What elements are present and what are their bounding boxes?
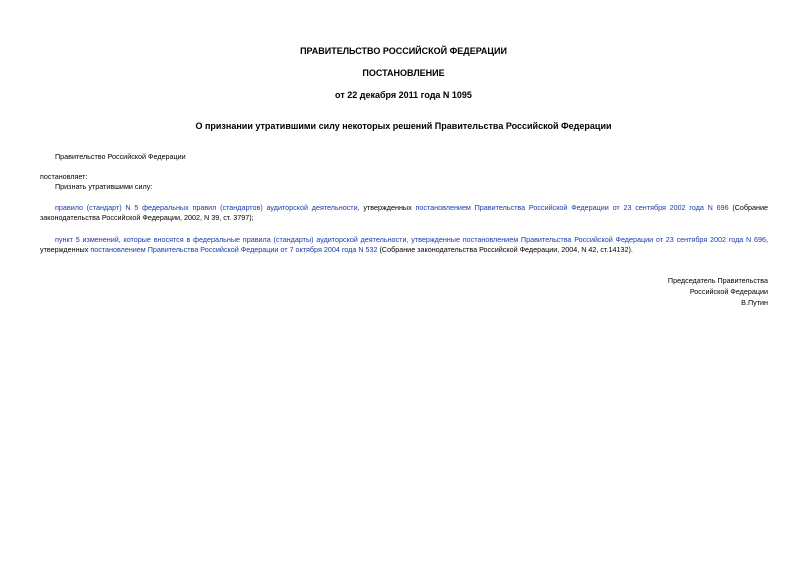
- declare-text: Признать утратившими силу:: [55, 182, 153, 191]
- signature-position-line2: Российской Федерации: [689, 287, 768, 296]
- signature-name: В.Путин: [741, 298, 768, 307]
- intro-text: Правительство Российской Федерации: [55, 152, 186, 161]
- item-1-link-rule[interactable]: правило (стандарт) N 5 федеральных правил (стандартов) аудиторской деятельности,: [55, 203, 360, 212]
- date-number-heading: от 22 декабря 2011 года N 1095: [335, 90, 472, 100]
- item-2-link-clause[interactable]: пункт 5 изменений, которые вносятся в федеральные правила (стандарты) аудиторской деятельности, утвержденные постановлением Правительства Российской Федерации от 23 сентября 2002 года N 696: [55, 235, 766, 244]
- resolves-text: постановляет:: [40, 172, 88, 181]
- item-2-text-source: (Собрание законодательства Российской Федерации, 2004, N 42, ст.14132).: [377, 245, 633, 254]
- item-1-paragraph: [40, 203, 768, 223]
- signature-position-line1: Председатель Правительства: [667, 276, 768, 285]
- document-type-heading: ПОСТАНОВЛЕНИЕ: [362, 68, 445, 78]
- item-1-text-approved: утвержденных: [359, 203, 416, 212]
- item-1-link-resolution[interactable]: постановлением Правительства Российской Федерации от 23 сентября 2002 года N 696: [415, 203, 729, 212]
- item-2-link-resolution[interactable]: постановлением Правительства Российской Федерации от 7 октября 2004 года N 532: [90, 245, 378, 254]
- item-1-text-source: (Собрание законодательства Российской Федерации, 2002, N 39, ст. 3797);: [40, 203, 769, 222]
- government-heading: ПРАВИТЕЛЬСТВО РОССИЙСКОЙ ФЕДЕРАЦИИ: [300, 46, 507, 56]
- item-2-paragraph: [40, 235, 768, 255]
- document-title: О признании утратившими силу некоторых решений Правительства Российской Федерации: [195, 121, 612, 131]
- item-2-text-approved: , утвержденных: [40, 235, 768, 254]
